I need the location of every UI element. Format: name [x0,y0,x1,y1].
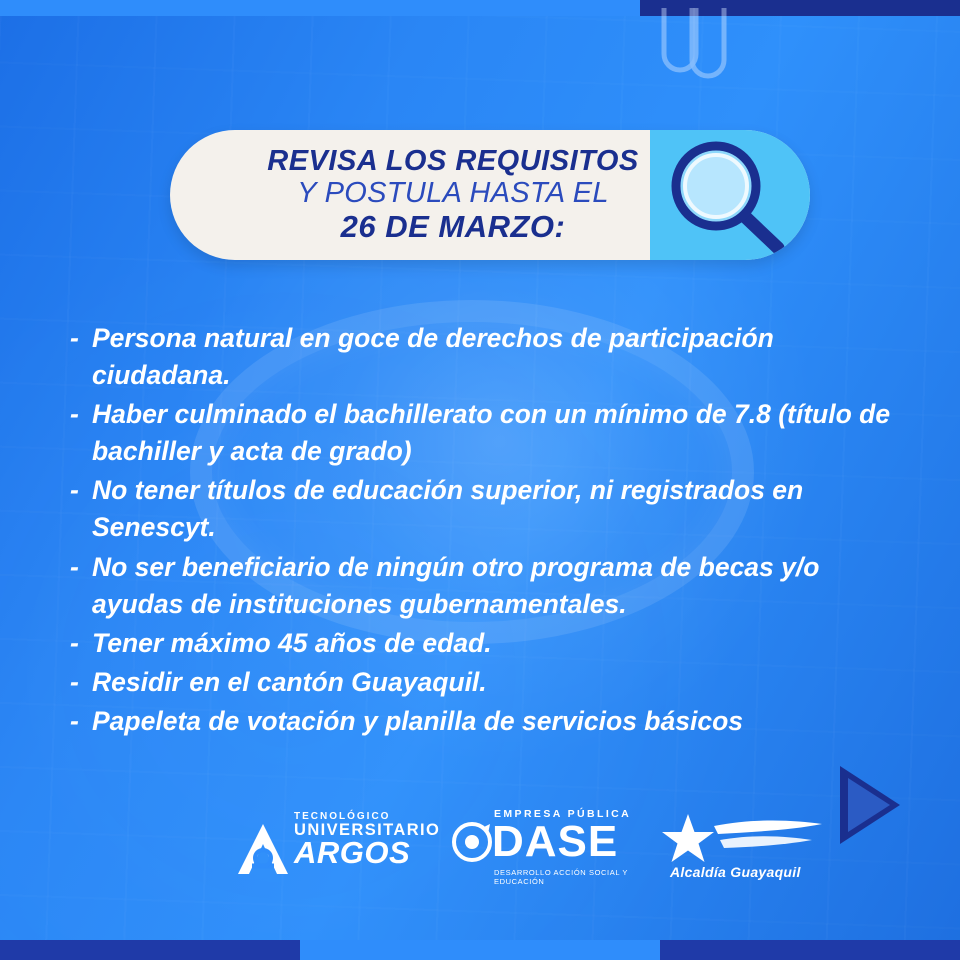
list-item-text: Tener máximo 45 años de edad. [92,627,492,658]
list-item [70,549,900,623]
list-item-text: Persona natural en goce de derechos de participación ciudadana. [92,323,774,391]
title-text-block [170,147,688,243]
list-item [70,703,900,740]
star-icon [660,812,716,868]
requirements-list [70,320,900,742]
dase-line-1: EMPRESA PÚBLICA [494,808,632,820]
bottom-bar [0,940,960,960]
list-item [70,625,900,662]
list-bullet: - [70,551,79,582]
list-bullet: - [70,475,79,506]
list-bullet: - [70,627,79,658]
bottom-bar-segment-center [300,940,660,960]
dase-mark-icon [452,822,492,862]
list-item-text: Haber culminado el bachillerato con un mínimo de 7.8 (título de bachiller y acta de grado) [92,399,891,467]
argos-line-1: TECNOLÓGICO [294,811,391,822]
argos-line-3: ARGOS [294,834,411,870]
title-line-2: Y POSTULA HASTA EL [297,176,609,209]
top-bar [0,0,960,16]
magnifier-icon [652,136,802,260]
argos-wordmark [294,812,440,868]
paperclip-icon [630,8,750,94]
list-item-text: Papeleta de votación y planilla de servicios básicos [92,705,743,736]
argos-line-2: UNIVERSITARIO [294,821,441,839]
top-bar-segment-light [0,0,640,16]
list-bullet: - [70,323,79,353]
logo-row [0,806,960,896]
list-item [70,664,900,701]
title-pill [170,130,810,260]
dase-line-3: DESARROLLO ACCIÓN SOCIAL Y EDUCACIÓN [494,868,628,886]
list-item [70,396,900,470]
alcaldia-label: Alcaldía Guayaquil [670,864,801,880]
list-bullet: - [70,705,79,736]
dase-line-2: DASE [492,817,619,866]
title-line-3: 26 DE MARZO: [340,209,566,245]
argos-a-icon [236,822,290,876]
bottom-bar-segment-left [0,940,300,960]
list-item-text: No ser beneficiario de ningún otro programa de becas y/o ayudas de instituciones gubernamentales. [92,551,820,619]
next-slide-button[interactable] [834,762,904,848]
list-item-text: No tener títulos de educación superior, ni registrados en Senescyt. [92,475,804,543]
title-line-1: REVISA LOS REQUISITOS [267,145,639,178]
list-bullet: - [70,666,79,697]
alcaldia-sweep-icon [714,818,824,858]
list-bullet: - [70,399,79,430]
bottom-bar-segment-right [660,940,960,960]
list-item [70,320,900,394]
magnifier-badge [650,130,810,260]
list-item [70,472,900,546]
list-item-text: Residir en el cantón Guayaquil. [92,666,487,697]
